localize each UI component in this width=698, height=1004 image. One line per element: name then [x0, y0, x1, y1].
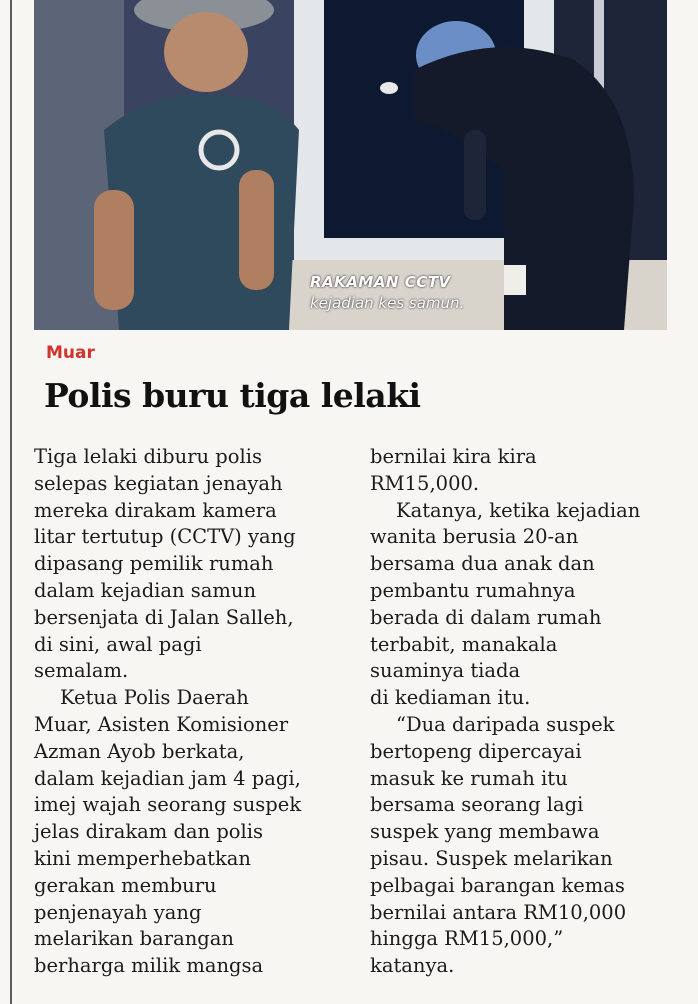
text-line: mereka dirakam kamera — [34, 498, 277, 522]
text-line: suspek yang membawa — [370, 820, 600, 844]
text-line: semalam. — [34, 659, 129, 683]
text-line: terbabit, manakala — [370, 632, 558, 656]
text-line: bersama seorang lagi — [370, 793, 584, 817]
text-line: melarikan barangan — [34, 927, 234, 951]
text-line: hingga RM15,000,” — [370, 927, 564, 951]
text-line: bersama dua anak dan — [370, 552, 595, 576]
text-line: penjenayah yang — [34, 900, 202, 924]
text-line: masuk ke rumah itu — [370, 766, 568, 790]
location-kicker: Muar — [46, 343, 95, 363]
text-line: Azman Ayob berkata, — [34, 739, 245, 763]
article-column-left — [34, 444, 334, 980]
text-line: dalam kejadian jam 4 pagi, — [34, 766, 301, 790]
text-line: selepas kegiatan jenayah — [34, 471, 283, 495]
text-line: bernilai kira kira — [370, 445, 537, 468]
text-line: imej wajah seorang suspek — [34, 793, 302, 817]
text-line: di sini, awal pagi — [34, 632, 202, 656]
text-line: pisau. Suspek melarikan — [370, 846, 613, 870]
text-line: wanita berusia 20-an — [370, 525, 579, 549]
text-line: kini memperhebatkan — [34, 846, 251, 870]
text-line: dipasang pemilik rumah — [34, 552, 274, 576]
text-line: bernilai antara RM10,000 — [370, 900, 627, 924]
page-edge-rule — [10, 0, 12, 1004]
photo-caption — [310, 272, 464, 314]
text-line: pembantu rumahnya — [370, 578, 576, 602]
text-line: pelbagai barangan kemas — [370, 873, 625, 897]
text-line: Ketua Polis Daerah — [60, 686, 249, 710]
text-line: suaminya tiada — [370, 659, 521, 683]
text-line: litar tertutup (CCTV) yang — [34, 525, 296, 549]
text-line: dalam kejadian samun — [34, 578, 257, 602]
article-column-right — [370, 444, 670, 980]
text-line: “Dua daripada suspek — [396, 712, 615, 736]
caption-text: kejadian kes samun. — [310, 294, 465, 312]
headline: Polis buru tiga lelaki — [44, 376, 421, 415]
text-line: bertopeng dipercayai — [370, 739, 582, 763]
text-line: jelas dirakam dan polis — [34, 820, 264, 844]
text-line: Tiga lelaki diburu polis — [34, 445, 262, 468]
text-line: RM15,000. — [370, 471, 480, 495]
text-line: Katanya, ketika kejadian — [396, 498, 641, 522]
text-line: Muar, Asisten Komisioner — [34, 712, 289, 736]
text-line: berada di dalam rumah — [370, 605, 602, 629]
cctv-photo — [34, 0, 667, 330]
text-line: katanya. — [370, 954, 455, 978]
caption-title: RAKAMAN CCTV — [310, 273, 451, 291]
text-line: berharga milik mangsa — [34, 954, 264, 978]
text-line: di kediaman itu. — [370, 686, 531, 710]
text-line: bersenjata di Jalan Salleh, — [34, 605, 294, 629]
text-line: gerakan memburu — [34, 873, 217, 897]
